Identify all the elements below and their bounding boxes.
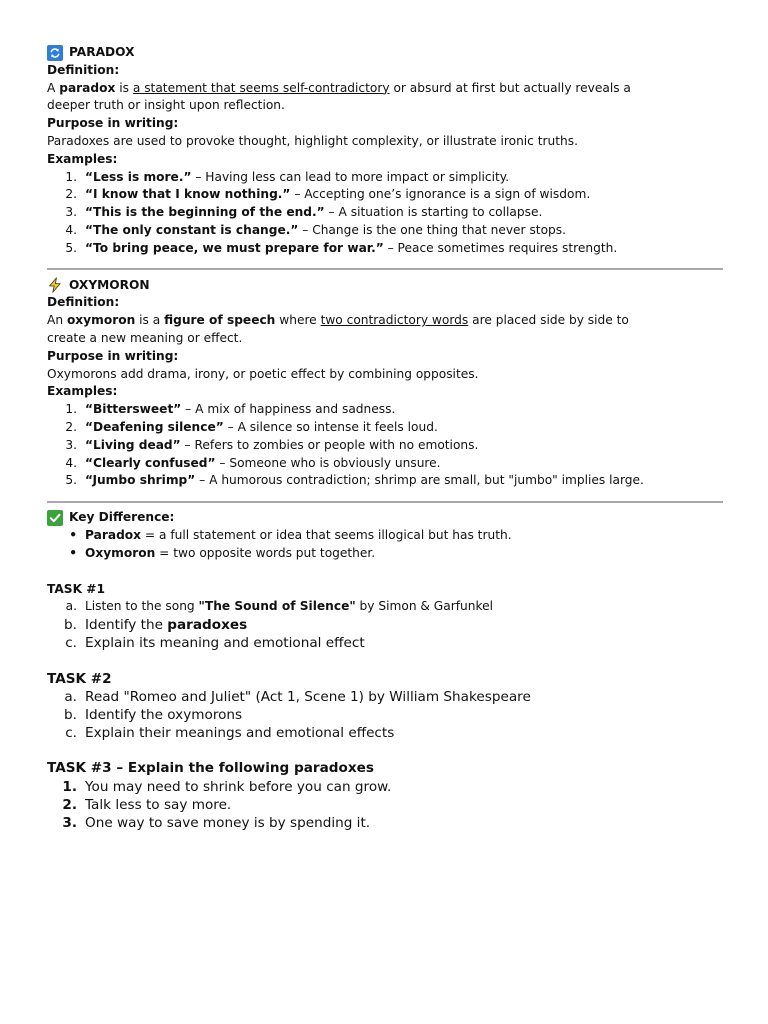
paradox-heading xyxy=(47,44,723,62)
oxymoron-purpose-text: Oxymorons add drama, irony, or poetic effect by combining opposites. xyxy=(47,366,479,381)
example-explanation: – Someone who is obviously unsure. xyxy=(215,455,441,470)
paradox-purpose-text: Paradoxes are used to provoke thought, highlight complexity, or illustrate ironic truths. xyxy=(47,133,578,148)
list-item xyxy=(47,437,723,455)
section-divider xyxy=(47,268,723,270)
list-item xyxy=(47,634,723,652)
key-difference-heading-text: Key Difference: xyxy=(69,510,175,525)
list-item xyxy=(47,455,723,473)
example-explanation: – Change is the one thing that never stops. xyxy=(298,222,566,237)
list-number: 1. xyxy=(65,402,77,417)
example-explanation: – A humorous contradiction; shrimp are small, but "jumbo" implies large. xyxy=(195,473,644,488)
list-item xyxy=(47,778,723,796)
list-item xyxy=(47,222,723,240)
task-2-list xyxy=(47,688,723,743)
list-item xyxy=(47,545,723,563)
lightning-icon xyxy=(47,277,63,293)
example-explanation: – A situation is starting to collapse. xyxy=(324,205,543,220)
list-item xyxy=(47,598,723,616)
text-run: is xyxy=(115,80,133,95)
bullet-text: = two opposite words put together. xyxy=(155,545,376,560)
example-quote: “I know that I know nothing.” xyxy=(85,187,291,202)
text-run: Identify the xyxy=(85,617,168,634)
figure-of-speech-term: figure of speech xyxy=(164,313,276,328)
list-letter: a. xyxy=(64,688,77,705)
example-quote: “To bring peace, we must prepare for war.” xyxy=(85,240,384,255)
list-item xyxy=(47,169,723,187)
list-number: 3. xyxy=(65,205,77,220)
list-number: 2. xyxy=(65,419,77,434)
example-quote: “This is the beginning of the end.” xyxy=(85,205,325,220)
task-1-list xyxy=(47,598,723,652)
bullet-term: Oxymoron xyxy=(85,545,156,560)
song-title: "The Sound of Silence" xyxy=(198,599,356,614)
list-text: You may need to shrink before you can grow. xyxy=(85,778,392,795)
oxymoron-section xyxy=(47,277,723,491)
oxymoron-definition-label: Definition: xyxy=(47,295,120,310)
oxymoron-definition-line-1 xyxy=(47,312,723,330)
bullet-text: = a full statement or idea that seems illogical but has truth. xyxy=(141,527,512,542)
key-difference-section xyxy=(47,509,723,562)
example-explanation: – A silence so intense it feels loud. xyxy=(223,419,438,434)
list-item xyxy=(47,616,723,634)
list-item xyxy=(47,796,723,814)
example-quote: “Clearly confused” xyxy=(85,455,216,470)
list-number: 4. xyxy=(65,455,77,470)
task-2-heading: TASK #2 xyxy=(47,670,112,687)
text-run: by Simon & Garfunkel xyxy=(355,599,493,614)
list-item xyxy=(47,527,723,545)
example-explanation: – A mix of happiness and sadness. xyxy=(181,402,396,417)
list-number: 4. xyxy=(65,222,77,237)
list-text: Talk less to say more. xyxy=(85,796,232,813)
paradox-definition-line-1 xyxy=(47,80,723,98)
example-explanation: – Peace sometimes requires strength. xyxy=(383,240,618,255)
list-item xyxy=(47,419,723,437)
example-quote: “The only constant is change.” xyxy=(85,222,299,237)
list-number: 2. xyxy=(62,796,77,813)
list-number: 5. xyxy=(65,473,77,488)
paradox-examples-label: Examples: xyxy=(47,151,118,166)
bullet-term: Paradox xyxy=(85,527,142,542)
list-item xyxy=(47,688,723,706)
example-quote: “Jumbo shrimp” xyxy=(85,473,196,488)
task-3-list xyxy=(47,778,723,833)
list-number: 3. xyxy=(65,437,77,452)
list-item xyxy=(47,204,723,222)
bullet: • xyxy=(69,527,77,542)
paradox-definition-label: Definition: xyxy=(47,62,120,77)
text-run: An xyxy=(47,313,67,328)
oxymoron-examples-label: Examples: xyxy=(47,384,118,399)
list-item xyxy=(47,814,723,832)
example-explanation: – Accepting one’s ignorance is a sign of wisdom. xyxy=(290,187,591,202)
list-text: Explain its meaning and emotional effect xyxy=(85,635,365,652)
example-quote: “Deafening silence” xyxy=(85,419,224,434)
check-mark-icon xyxy=(47,510,63,526)
list-number: 3. xyxy=(62,814,77,831)
section-divider xyxy=(47,501,723,503)
list-number: 5. xyxy=(65,240,77,255)
list-letter: a. xyxy=(65,599,77,614)
oxymoron-heading xyxy=(47,277,723,295)
paradox-definition-line-2: deeper truth or insight upon reflection. xyxy=(47,98,285,113)
key-difference-heading xyxy=(47,509,723,527)
example-quote: “Living dead” xyxy=(85,437,181,452)
text-run: is a xyxy=(135,313,165,328)
oxymoron-definition-line-2: create a new meaning or effect. xyxy=(47,330,243,345)
paradox-heading-text: PARADOX xyxy=(69,45,135,59)
underlined-phrase: two contradictory words xyxy=(320,313,469,328)
oxymoron-examples-list xyxy=(47,401,723,490)
paradox-examples-list xyxy=(47,169,723,258)
text-run: A xyxy=(47,80,60,95)
example-explanation: – Refers to zombies or people with no emotions. xyxy=(180,437,479,452)
list-item xyxy=(47,186,723,204)
underlined-phrase: a statement that seems self-contradictory xyxy=(132,80,390,95)
list-text: Read "Romeo and Juliet" (Act 1, Scene 1) by William Shakespeare xyxy=(85,688,531,705)
example-quote: “Less is more.” xyxy=(85,169,192,184)
example-explanation: – Having less can lead to more impact or simplicity. xyxy=(191,169,510,184)
example-quote: “Bittersweet” xyxy=(85,402,182,417)
task-1-section xyxy=(47,581,723,653)
list-text: One way to save money is by spending it. xyxy=(85,814,371,831)
list-item xyxy=(47,401,723,419)
list-letter: c. xyxy=(65,635,77,652)
oxymoron-term: oxymoron xyxy=(66,313,136,328)
bullet: • xyxy=(69,545,77,560)
key-difference-list xyxy=(47,527,723,563)
list-letter: c. xyxy=(65,725,77,742)
paradox-section xyxy=(47,44,723,258)
oxymoron-purpose-label: Purpose in writing: xyxy=(47,348,179,363)
list-letter: b. xyxy=(64,706,77,723)
list-number: 1. xyxy=(65,169,77,184)
list-number: 2. xyxy=(65,187,77,202)
task-3-heading: TASK #3 – Explain the following paradoxes xyxy=(47,760,374,777)
paradox-purpose-label: Purpose in writing: xyxy=(47,116,179,131)
text-run: Listen to the song xyxy=(85,599,199,614)
oxymoron-heading-text: OXYMORON xyxy=(69,277,150,292)
list-item xyxy=(47,706,723,724)
task-2-section xyxy=(47,670,723,743)
list-text: Explain their meanings and emotional effects xyxy=(85,725,395,742)
list-text: Identify the oxymorons xyxy=(85,706,243,723)
list-item xyxy=(47,240,723,258)
list-letter: b. xyxy=(64,617,77,634)
task-3-section xyxy=(47,759,723,832)
document-page xyxy=(47,44,723,832)
text-run: or absurd at first but actually reveals a xyxy=(389,80,631,95)
paradox-term: paradox xyxy=(59,80,116,95)
text-run: where xyxy=(275,313,321,328)
task-1-heading: TASK #1 xyxy=(47,581,105,596)
paradoxes-term: paradoxes xyxy=(167,617,248,634)
text-run: are placed side by side to xyxy=(468,313,629,328)
list-item xyxy=(47,724,723,742)
list-number: 1. xyxy=(62,778,77,795)
list-item xyxy=(47,472,723,490)
repeat-icon xyxy=(47,45,63,61)
